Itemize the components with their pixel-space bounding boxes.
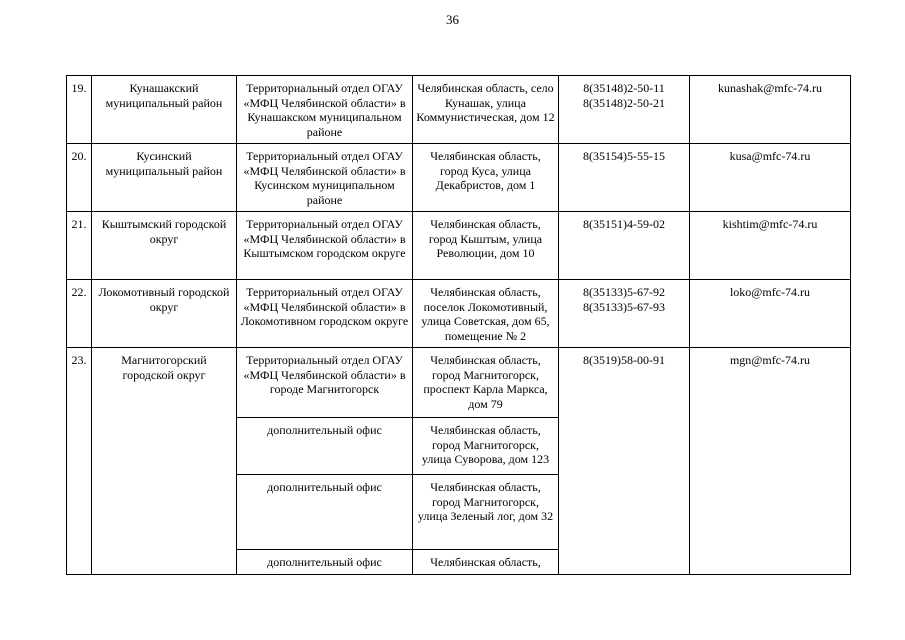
phone-number: 8(35148)2-50-21 (583, 95, 665, 110)
phone-cell (559, 280, 690, 348)
office-name-cell: дополнительный офис (237, 418, 413, 475)
office-name-cell: Территориальный отдел ОГАУ «МФЦ Челябинской области» в Локомотивном городском округе (237, 280, 413, 348)
office-name-cell: Территориальный отдел ОГАУ «МФЦ Челябинской области» в Кусинском муниципальном районе (237, 144, 413, 212)
phone-number: 8(35148)2-50-11 (583, 81, 665, 95)
address-cell: Челябинская область, село Кунашак, улица Коммунистическая, дом 12 (413, 76, 559, 144)
page-number: 36 (446, 12, 459, 27)
municipality-cell: Локомотивный городской округ (92, 280, 237, 348)
office-name-cell: Территориальный отдел ОГАУ «МФЦ Челябинской области» в Кыштымском городском округе (237, 212, 413, 280)
email-address: kunashak@mfc-74.ru (717, 81, 823, 95)
email-address: loko@mfc-74.ru (729, 285, 811, 299)
email-address: mgn@mfc-74.ru (729, 353, 811, 367)
address-cell: Челябинская область, поселок Локомотивный, улица Советская, дом 65, помещение № 2 (413, 280, 559, 348)
mfc-offices-table (66, 75, 851, 575)
row-number: 20. (67, 144, 92, 212)
email-cell (690, 144, 851, 212)
address-cell: Челябинская область, город Магнитогорск, улица Суворова, дом 123 (413, 418, 559, 475)
table-row (67, 76, 851, 144)
email-address: kusa@mfc-74.ru (729, 149, 811, 163)
row-number: 23. (67, 348, 92, 575)
office-name-cell: дополнительный офис (237, 475, 413, 550)
office-name-cell: Территориальный отдел ОГАУ «МФЦ Челябинской области» в городе Магнитогорск (237, 348, 413, 418)
phone-number: 8(35133)5-67-92 (583, 285, 665, 299)
office-name-cell: Территориальный отдел ОГАУ «МФЦ Челябинской области» в Кунашакском муниципальном районе (237, 76, 413, 144)
address-cell: Челябинская область, город Куса, улица Декабристов, дом 1 (413, 144, 559, 212)
email-cell (690, 76, 851, 144)
phone-number: 8(35151)4-59-02 (583, 217, 665, 231)
phone-cell (559, 76, 690, 144)
email-cell (690, 280, 851, 348)
table-row (67, 212, 851, 280)
email-cell (690, 212, 851, 280)
municipality-cell: Кусинский муниципальный район (92, 144, 237, 212)
address-cell: Челябинская область, город Кыштым, улица Революции, дом 10 (413, 212, 559, 280)
municipality-cell: Кунашакский муниципальный район (92, 76, 237, 144)
address-cell: Челябинская область, город Магнитогорск, улица Зеленый лог, дом 32 (413, 475, 559, 550)
municipality-cell: Магнитогорский городской округ (92, 348, 237, 575)
address-cell: Челябинская область, (413, 550, 559, 575)
office-name-cell: дополнительный офис (237, 550, 413, 575)
phone-number: 8(3519)58-00-91 (583, 353, 665, 367)
email-address: kishtim@mfc-74.ru (722, 217, 818, 231)
phone-number: 8(35154)5-55-15 (583, 149, 665, 163)
row-number: 21. (67, 212, 92, 280)
address-cell: Челябинская область, город Магнитогорск, проспект Карла Маркса, дом 79 (413, 348, 559, 418)
email-cell (690, 348, 851, 575)
phone-cell (559, 212, 690, 280)
row-number: 19. (67, 76, 92, 144)
phone-number: 8(35133)5-67-93 (583, 299, 665, 314)
table-row (67, 280, 851, 348)
table-row (67, 144, 851, 212)
phone-cell (559, 348, 690, 575)
row-number: 22. (67, 280, 92, 348)
municipality-cell: Кыштымский городской округ (92, 212, 237, 280)
table-row (67, 348, 851, 418)
phone-cell (559, 144, 690, 212)
